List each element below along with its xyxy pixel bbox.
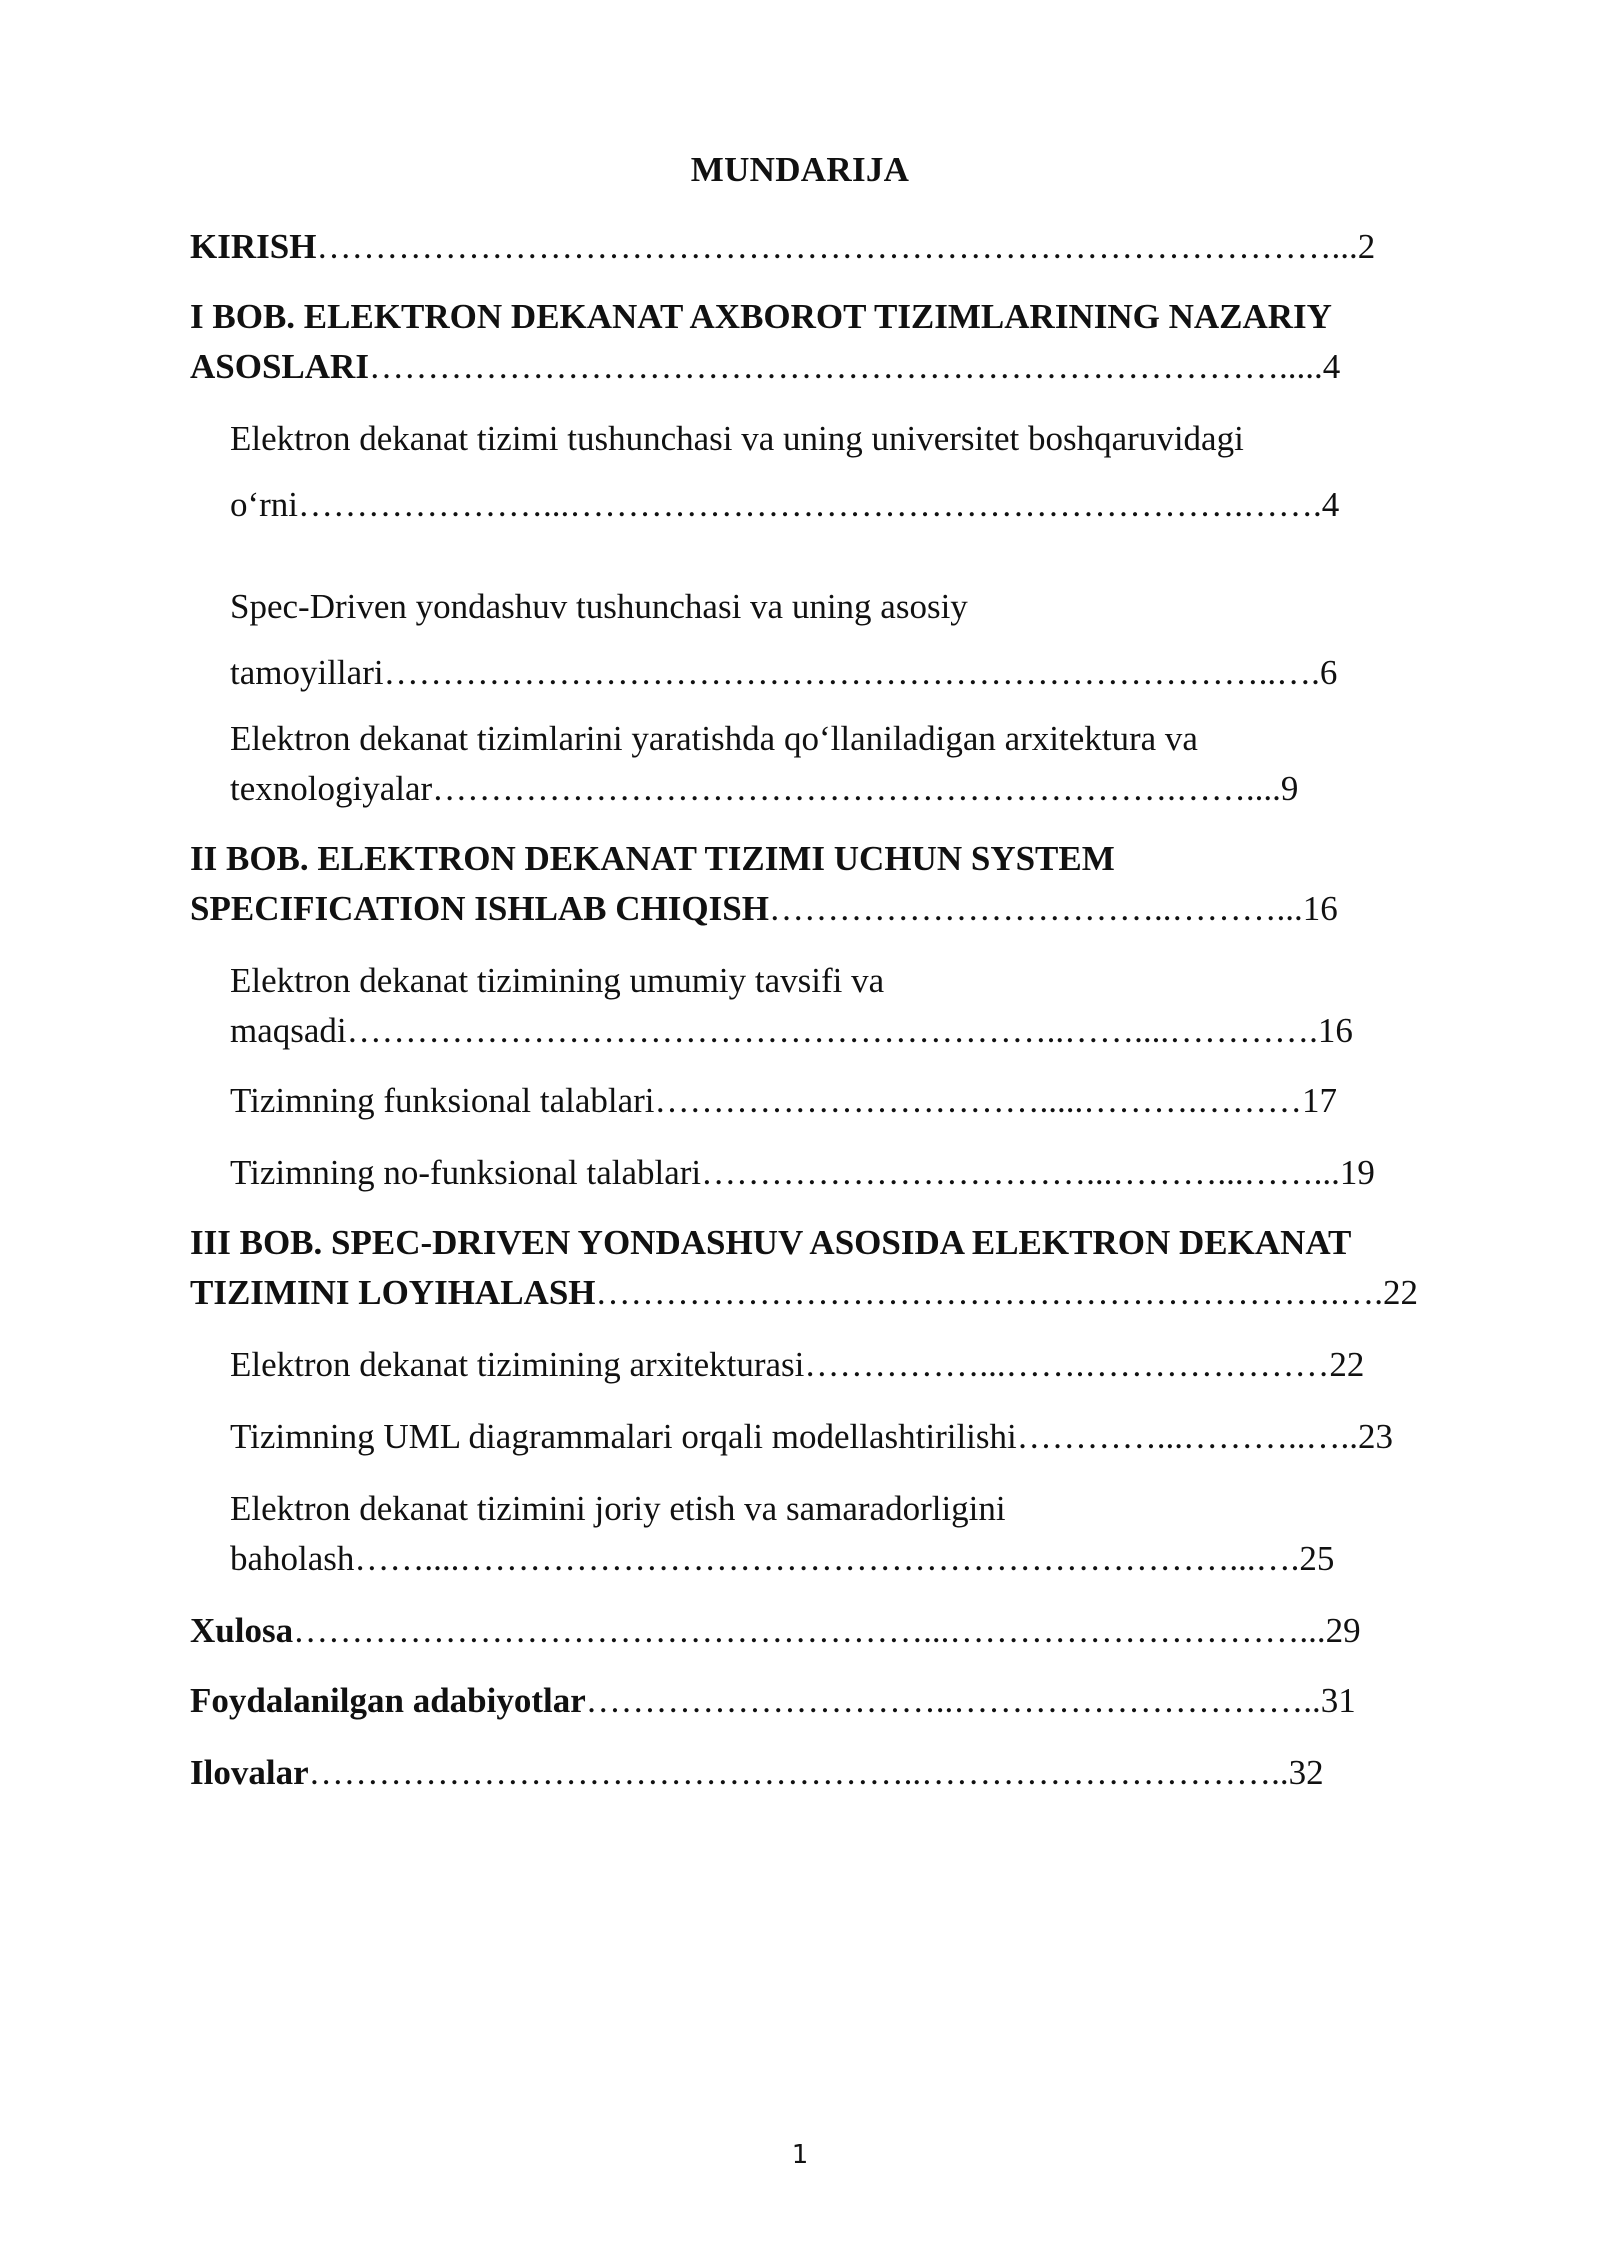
toc-entry-kirish: [190, 222, 1375, 272]
toc-entry-leader: ………………………………………………...…………………………...29: [293, 1611, 1361, 1650]
toc-section-2-2: Tizimning funksional talablari…………………………….....……….………17: [230, 1081, 1337, 1120]
toc-entry-appendices: [190, 1748, 1324, 1798]
toc-chapter-1-page: [190, 342, 1340, 392]
toc-section-3-2: Tizimning UML diagrammalari orqali modellashtirilishi…………...………..…..23: [230, 1417, 1393, 1456]
toc-entry-references: [190, 1676, 1356, 1726]
toc-entry-leader: ……………………………..………...16: [768, 889, 1338, 928]
toc-entry-leader: …………………………………………………………………….....4: [368, 347, 1341, 386]
toc-entry-label: TIZIMINI LOYIHALASH: [190, 1273, 596, 1312]
toc-section-1-2-title: Spec-Driven yondashuv tushunchasi va uning asosiy: [230, 587, 968, 626]
toc-section-1-1-page: o‘rni…………………...………………………………………………….…….4: [230, 485, 1340, 524]
toc-section-2-1-title: Elektron dekanat tizimining umumiy tavsifi va: [230, 961, 885, 1000]
toc-chapter-2-page: [190, 884, 1338, 934]
toc-entry-leader: ……………………………………………..…………………………..32: [308, 1753, 1324, 1792]
toc-section-1-2-page: tamoyillari…………………………………………………………………..….6: [230, 653, 1338, 692]
page-number: 1: [791, 2140, 809, 2170]
toc-entry-leader: …………………………..…………………………..31: [585, 1681, 1356, 1720]
toc-entry-label: Xulosa: [190, 1611, 294, 1650]
toc-chapter-3-title: III BOB. SPEC-DRIVEN YONDASHUV ASOSIDA ELEKTRON DEKANAT: [190, 1223, 1352, 1262]
toc-chapter-3-page: [190, 1268, 1418, 1318]
toc-entry-leader: ……………………………………………………….….22: [595, 1273, 1419, 1312]
toc-section-1-3-page: texnologiyalar……………………………………………………….……....9: [230, 769, 1299, 808]
toc-entry-label: ASOSLARI: [190, 347, 369, 386]
toc-chapter-1-title: I BOB. ELEKTRON DEKANAT AXBOROT TIZIMLARINING NAZARIY: [190, 297, 1332, 336]
toc-section-2-3: Tizimning no-funksional talablari……………………………...………...……...19: [230, 1153, 1375, 1192]
toc-entry-label: KIRISH: [190, 227, 317, 266]
toc-entry-label: SPECIFICATION ISHLAB CHIQISH: [190, 889, 769, 928]
toc-entry-xulosa: [190, 1606, 1361, 1656]
toc-section-3-3-page: baholash……....…………………………………………………………...….25: [230, 1539, 1335, 1578]
toc-section-2-1-page: maqsadi……………………………………………………..……....………….16: [230, 1011, 1353, 1050]
toc-section-3-3-title: Elektron dekanat tizimini joriy etish va samaradorligini: [230, 1489, 1006, 1528]
toc-entry-label: Foydalanilgan adabiyotlar: [190, 1681, 586, 1720]
toc-section-1-3-title: Elektron dekanat tizimlarini yaratishda qo‘llaniladigan arxitektura va: [230, 719, 1198, 758]
toc-entry-label: Ilovalar: [190, 1753, 309, 1792]
toc-entry-leader: ……………………………………………………………………………...2: [316, 227, 1376, 266]
toc-section-3-1: Elektron dekanat tizimining arxitekturasi……………...…….…………………22: [230, 1345, 1365, 1384]
toc-section-1-1-title: Elektron dekanat tizimi tushunchasi va uning universitet boshqaruvidagi: [230, 419, 1244, 458]
toc-title: MUNDARIJA: [690, 150, 910, 189]
toc-chapter-2-title: II BOB. ELEKTRON DEKANAT TIZIMI UCHUN SYSTEM: [190, 839, 1115, 878]
